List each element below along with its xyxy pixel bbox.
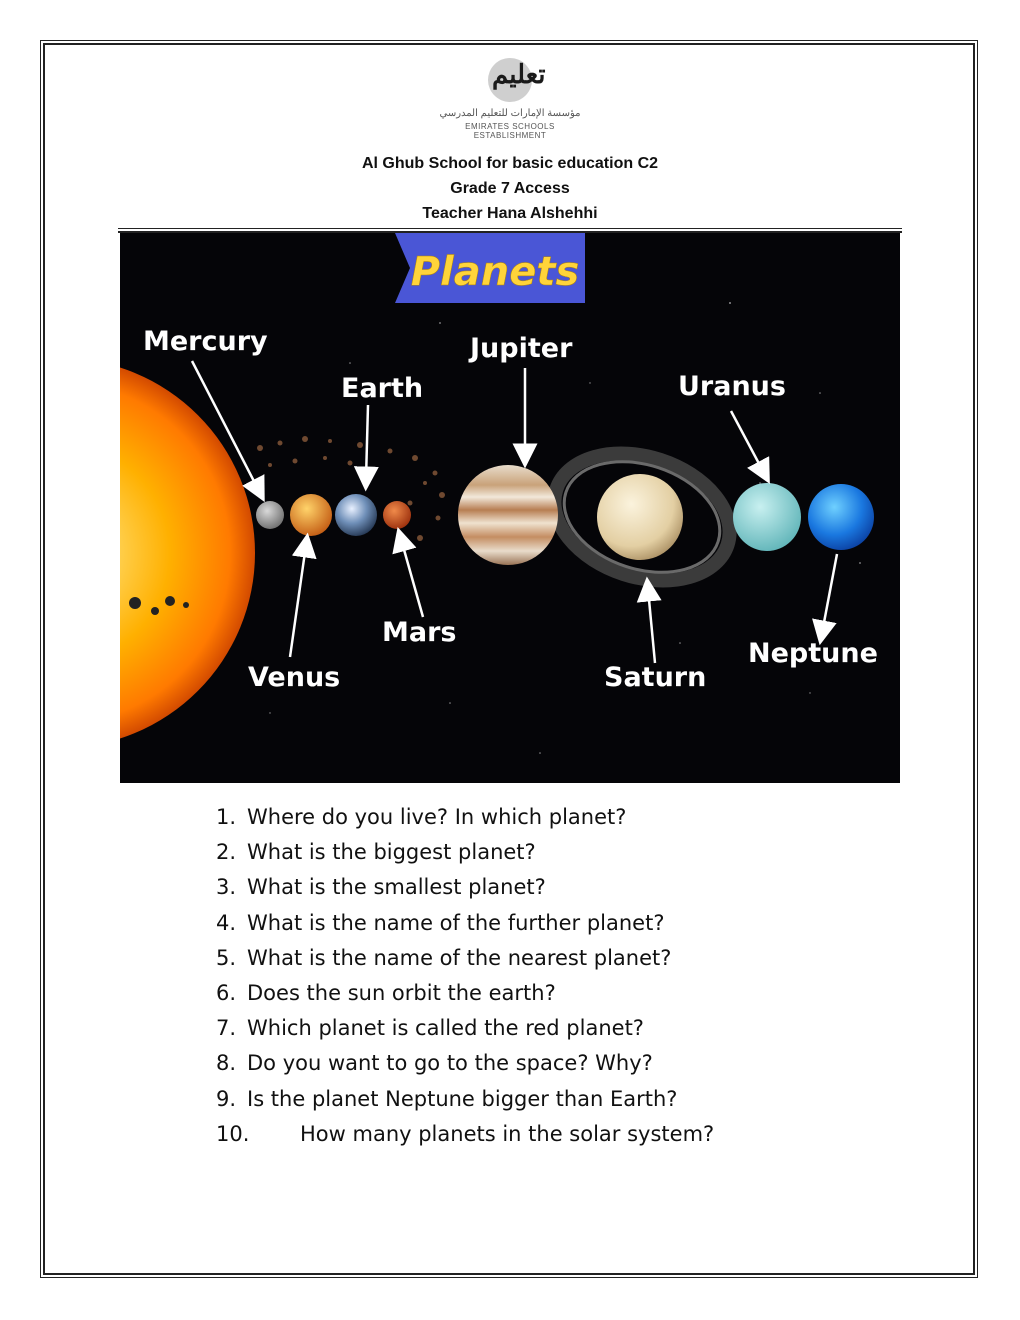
saturn-planet bbox=[597, 474, 683, 560]
question-number: 1. bbox=[216, 805, 237, 829]
header-rule bbox=[118, 228, 902, 229]
question-item bbox=[216, 976, 714, 1011]
question-text: What is the biggest planet? bbox=[247, 840, 536, 865]
ese-logo bbox=[430, 58, 590, 140]
question-number: 7. bbox=[216, 1016, 237, 1041]
mars-label: Mars bbox=[382, 617, 457, 648]
jupiter-planet bbox=[458, 465, 558, 565]
uranus-planet bbox=[733, 483, 801, 551]
question-item bbox=[216, 800, 714, 835]
question-item bbox=[216, 906, 714, 941]
question-text: Do you want to go to the space? Why? bbox=[247, 1051, 653, 1076]
question-number: 9. bbox=[216, 1086, 237, 1111]
venus-planet bbox=[290, 494, 332, 536]
poster-title: Planets bbox=[410, 249, 580, 295]
question-item bbox=[216, 1011, 714, 1046]
venus-label: Venus bbox=[248, 662, 341, 693]
question-number: 10. bbox=[216, 1121, 250, 1146]
question-number: 3. bbox=[216, 875, 237, 900]
mars-planet bbox=[383, 501, 411, 529]
school-name: Al Ghub School for basic education C2 bbox=[361, 155, 659, 172]
question-item bbox=[216, 870, 714, 905]
grade-label: Grade 7 Access bbox=[450, 180, 570, 197]
planets-poster bbox=[120, 233, 900, 783]
question-text: Does the sun orbit the earth? bbox=[247, 980, 556, 1005]
question-text: How many planets in the solar system? bbox=[300, 1121, 715, 1146]
question-text: Which planet is called the red planet? bbox=[247, 1016, 644, 1041]
question-list bbox=[216, 800, 714, 1152]
earth-planet bbox=[335, 494, 377, 536]
question-item bbox=[216, 941, 714, 976]
logo-english-name: EMIRATES SCHOOLS ESTABLISHMENT bbox=[465, 122, 555, 140]
question-item bbox=[216, 1082, 714, 1117]
question-number: 4. bbox=[216, 910, 237, 935]
neptune-planet bbox=[808, 484, 874, 550]
question-item bbox=[216, 1117, 714, 1152]
mercury-label: Mercury bbox=[143, 326, 268, 357]
logo-arabic-name: مؤسسة الإمارات للتعليم المدرسي bbox=[439, 108, 581, 119]
neptune-label: Neptune bbox=[748, 638, 878, 669]
question-text: Is the planet Neptune bigger than Earth? bbox=[247, 1086, 678, 1111]
question-item bbox=[216, 835, 714, 870]
question-text: What is the smallest planet? bbox=[247, 875, 546, 900]
question-number: 6. bbox=[216, 980, 237, 1005]
earth-label: Earth bbox=[341, 373, 424, 404]
question-number: 5. bbox=[216, 945, 237, 970]
uranus-label: Uranus bbox=[678, 371, 786, 402]
question-number: 8. bbox=[216, 1051, 237, 1076]
question-text: Where do you live? In which planet? bbox=[247, 805, 627, 829]
question-item bbox=[216, 1046, 714, 1081]
question-text: What is the name of the nearest planet? bbox=[247, 945, 672, 970]
logo-mark: تعليم bbox=[492, 60, 546, 90]
question-number: 2. bbox=[216, 840, 237, 865]
saturn-label: Saturn bbox=[604, 662, 707, 693]
teacher-name: Teacher Hana Alshehhi bbox=[422, 205, 598, 222]
question-text: What is the name of the further planet? bbox=[247, 910, 665, 935]
mercury-planet bbox=[256, 501, 284, 529]
jupiter-label: Jupiter bbox=[470, 333, 573, 364]
